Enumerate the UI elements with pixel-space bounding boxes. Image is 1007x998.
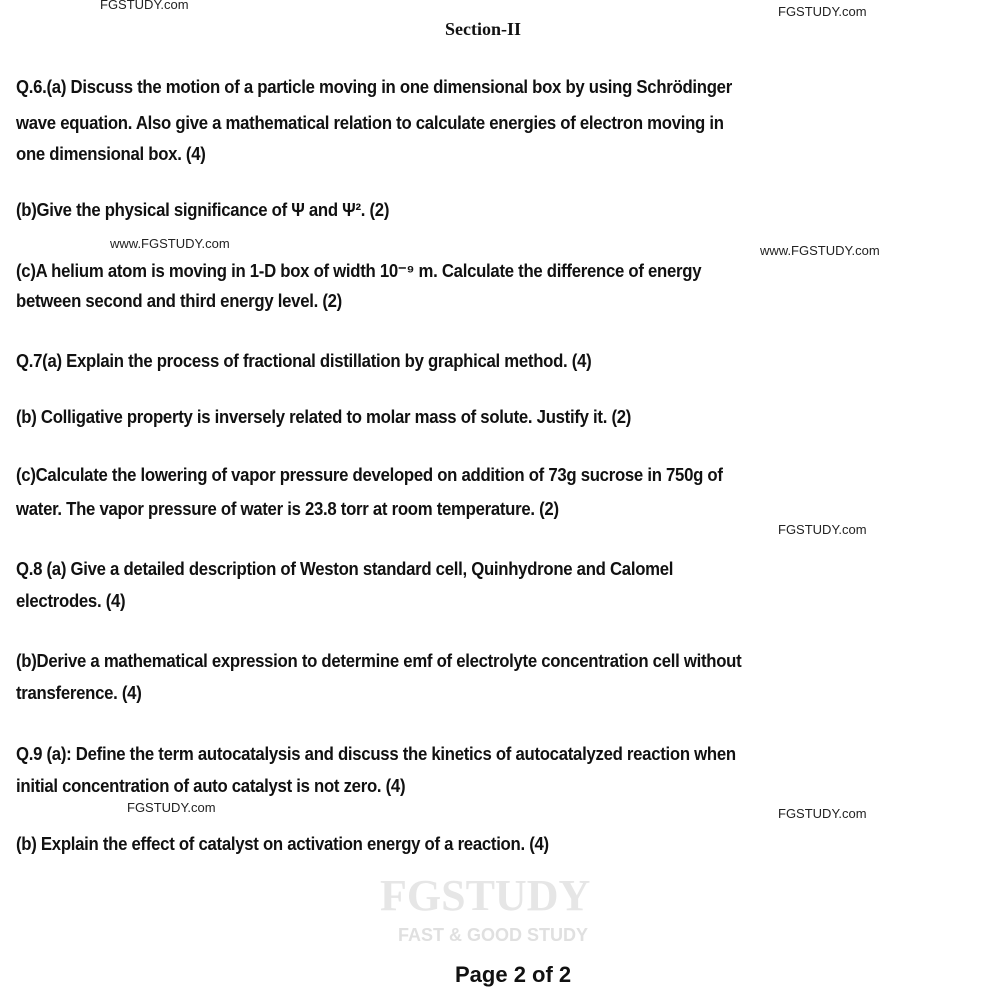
question-line: (b) Colligative property is inversely related to molar mass of solute. Justify it. (2) bbox=[16, 407, 632, 427]
fgstudy-tagline-watermark: FAST & GOOD STUDY bbox=[398, 925, 589, 945]
question-line: one dimensional box. (4) bbox=[16, 144, 206, 164]
question-line: initial concentration of auto catalyst is not zero. (4) bbox=[16, 776, 406, 796]
question-line: wave equation. Also give a mathematical relation to calculate energies of electron moving in bbox=[16, 113, 724, 133]
watermark: FGSTUDY.com bbox=[127, 800, 216, 815]
question-line: Q.7(a) Explain the process of fractional distillation by graphical method. (4) bbox=[16, 351, 592, 371]
section-title: Section-II bbox=[445, 19, 521, 39]
watermark: FGSTUDY.com bbox=[778, 4, 867, 19]
question-line: (b)Give the physical significance of Ψ and Ψ². (2) bbox=[16, 200, 390, 220]
watermark: www.FGSTUDY.com bbox=[110, 236, 230, 251]
question-line: (b) Explain the effect of catalyst on activation energy of a reaction. (4) bbox=[16, 834, 549, 854]
fgstudy-logo-watermark: FGSTUDY bbox=[380, 871, 591, 920]
watermark: FGSTUDY.com bbox=[778, 522, 867, 537]
question-line: (c)A helium atom is moving in 1-D box of width 10⁻⁹ m. Calculate the difference of energy bbox=[16, 261, 702, 281]
question-line: (b)Derive a mathematical expression to determine emf of electrolyte concentration cell without bbox=[16, 651, 742, 671]
question-line: electrodes. (4) bbox=[16, 591, 126, 611]
question-line: water. The vapor pressure of water is 23.8 torr at room temperature. (2) bbox=[16, 499, 559, 519]
question-line: transference. (4) bbox=[16, 683, 142, 703]
watermark: FGSTUDY.com bbox=[778, 806, 867, 821]
question-line: Q.6.(a) Discuss the motion of a particle moving in one dimensional box by using Schrödinger bbox=[16, 77, 732, 97]
page-number: Page 2 of 2 bbox=[455, 962, 572, 987]
question-line: Q.8 (a) Give a detailed description of Weston standard cell, Quinhydrone and Calomel bbox=[16, 559, 674, 579]
question-line: (c)Calculate the lowering of vapor pressure developed on addition of 73g sucrose in 750g of bbox=[16, 465, 723, 485]
question-line: Q.9 (a): Define the term autocatalysis and discuss the kinetics of autocatalyzed reaction when bbox=[16, 744, 736, 764]
question-line: between second and third energy level. (2) bbox=[16, 291, 342, 311]
watermark: FGSTUDY.com bbox=[100, 0, 189, 12]
watermark: www.FGSTUDY.com bbox=[760, 243, 880, 258]
